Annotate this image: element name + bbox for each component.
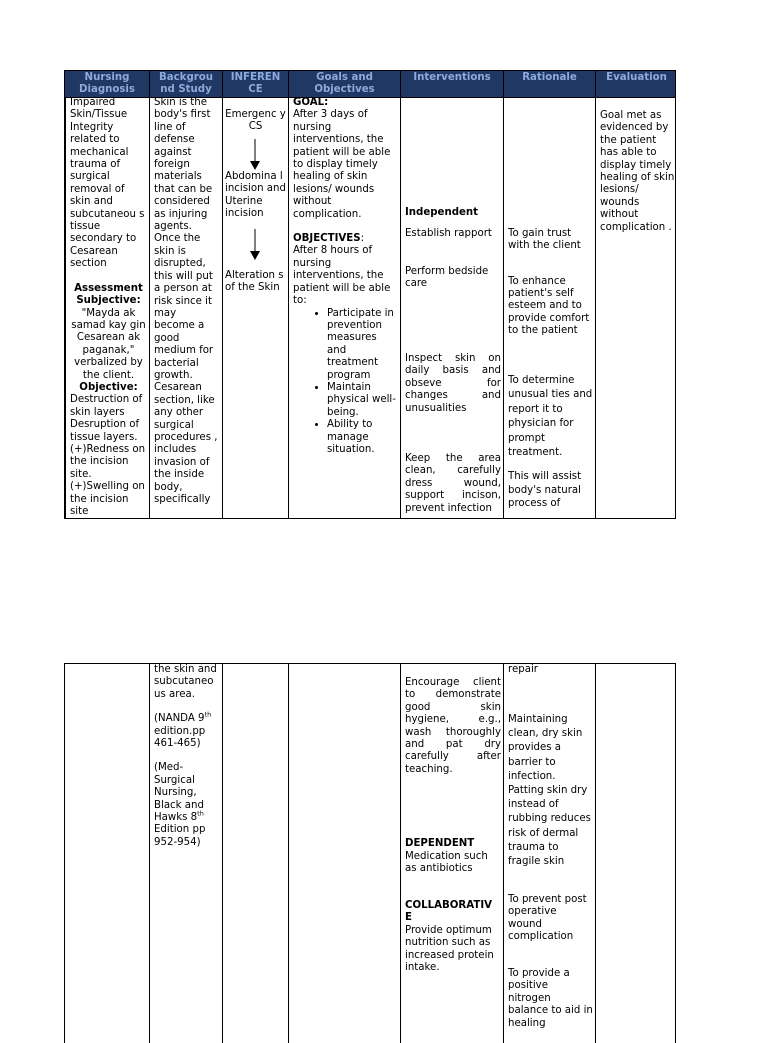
objective-item: • Participate in prevention measures and treatment program	[327, 308, 398, 382]
objective-item: • Ability to manage situation.	[327, 419, 398, 456]
intervention-skin-hygiene: Encourage client to demonstrate good skin hygiene, e.g., wash thoroughly and pat dry carefully after teaching.	[405, 677, 501, 775]
nanda-reference: (NANDA 9th edition.pp 461-465)	[154, 710, 212, 750]
rationale-clean-dry-skin: Maintaining clean, dry skin provides a barrier to infection.	[508, 714, 583, 782]
arrow-down-icon	[249, 139, 261, 171]
background-text: Skin is the body's first line of defense against foreign materials that can be considered as injuring agents. Once the skin is disrupted, this will put a person at risk since it may become a good medium for bacterial growth. Cesarean section, like any other surgical procedures , includes invasion of the inside body, specifically	[154, 97, 218, 505]
rationale-prevent-complication: To prevent post operative wound complication	[508, 894, 587, 943]
header-interventions: Interventions	[400, 71, 503, 97]
header-goals-objectives: Goals and Objectives	[288, 71, 400, 97]
objective-text: Destruction of skin layers Desruption of tissue layers. (+)Redness on the incision site. (+)Swelling on the incision site	[70, 394, 146, 517]
objectives-text: After 8 hours of nursing interventions, the patient will be able to:	[293, 245, 391, 307]
intervention-antibiotics: Medication such as antibiotics	[405, 851, 488, 875]
col-rationale	[503, 97, 595, 518]
evaluation-text: Goal met as evidenced by the patient has able to display timely healing of skin lesions/ wounds without complication .	[600, 110, 675, 233]
assessment-label: Assessment	[74, 282, 143, 294]
rationale-assist-healing: This will assist body's natural process of	[508, 471, 582, 510]
rationale-patting-skin: Patting skin dry instead of rubbing reduces risk of dermal trauma to fragile skin	[508, 785, 591, 868]
diagnosis-text: Impaired Skin/Tissue Integrity related to mechanical trauma of surgical removal of skin and subcutaneou s tissue secondary to Cesarean section	[70, 97, 145, 270]
goal-label: GOAL:	[293, 97, 329, 108]
care-plan-table-page-1	[64, 70, 676, 519]
col-rationale	[503, 664, 595, 1043]
col-nursing-diagnosis	[65, 97, 149, 518]
rationale-repair: repair	[508, 664, 538, 675]
col-background-study	[149, 664, 222, 1043]
table-header-row	[65, 71, 675, 98]
rationale-nitrogen-balance: To provide a positive nitrogen balance to aid in healing	[508, 968, 593, 1029]
rationale-self-esteem: To enhance patient's self esteem and to provide comfort to the patient	[508, 276, 590, 336]
intervention-rapport: Establish rapport	[405, 228, 492, 239]
goal-text: After 3 days of nursing interventions, the patient will be able to display timely healing of skin lesions/ wounds without complication.	[293, 109, 391, 220]
objectives-heading: OBJECTIVES:	[293, 233, 365, 245]
col-interventions	[400, 97, 503, 518]
col-background-study	[149, 97, 222, 518]
col-nursing-diagnosis	[65, 664, 149, 1043]
col-inference	[222, 97, 288, 518]
intervention-nutrition: Provide optimum nutrition such as increased protein intake.	[405, 925, 494, 974]
col-goals-objectives	[288, 664, 400, 1043]
col-interventions	[400, 664, 503, 1043]
objectives-list	[293, 308, 398, 457]
background-continued: the skin and subcutaneo us area.	[154, 664, 217, 700]
header-evaluation: Evaluation	[595, 71, 677, 97]
rationale-gain-trust: To gain trust with the client	[508, 228, 581, 252]
rationale-determine-unusual: To determine unusual ties and report it to physician for prompt treatment.	[508, 375, 593, 459]
header-nursing-diagnosis: Nursing Diagnosis	[79, 72, 135, 95]
care-plan-table-page-2	[64, 663, 676, 1043]
col-inference	[222, 664, 288, 1043]
col-evaluation	[595, 664, 677, 1043]
objective-label: Objective:	[79, 381, 138, 393]
inference-step-3: Alteration s of the Skin	[225, 270, 284, 294]
independent-label: Independent	[405, 207, 479, 218]
subjective-text: "Mayda ak samad kay gin Cesarean ak paganak," verbalized by the client.	[71, 307, 146, 381]
col-evaluation	[595, 97, 677, 518]
header-inference: INFEREN CE	[222, 71, 288, 97]
dependent-label: DEPENDENT	[405, 838, 475, 849]
header-rationale: Rationale	[503, 71, 595, 97]
med-surg-reference: (Med-Surgical Nursing, Black and Hawks 8th Edition pp 952-954)	[154, 762, 206, 848]
col-goals-objectives	[288, 97, 400, 518]
inference-step-1: Emergenc y CS	[225, 109, 286, 133]
intervention-keep-area-clean: Keep the area clean, carefully dress wound, support incison, prevent infection	[405, 453, 501, 514]
subjective-label: Subjective:	[76, 295, 141, 307]
intervention-inspect-skin: Inspect skin on daily basis and obseve for changes and unusualities	[405, 353, 501, 414]
intervention-bedside-care: Perform bedside care	[405, 266, 489, 290]
objective-item: • Maintain physical well-being.	[327, 382, 398, 419]
arrow-down-icon	[249, 229, 261, 261]
header-background-study: Backgrou nd Study	[149, 71, 222, 97]
inference-step-2: Abdomina l incision and Uterine incision	[225, 171, 286, 220]
collaborative-label: COLLABORATIV E	[405, 900, 492, 924]
